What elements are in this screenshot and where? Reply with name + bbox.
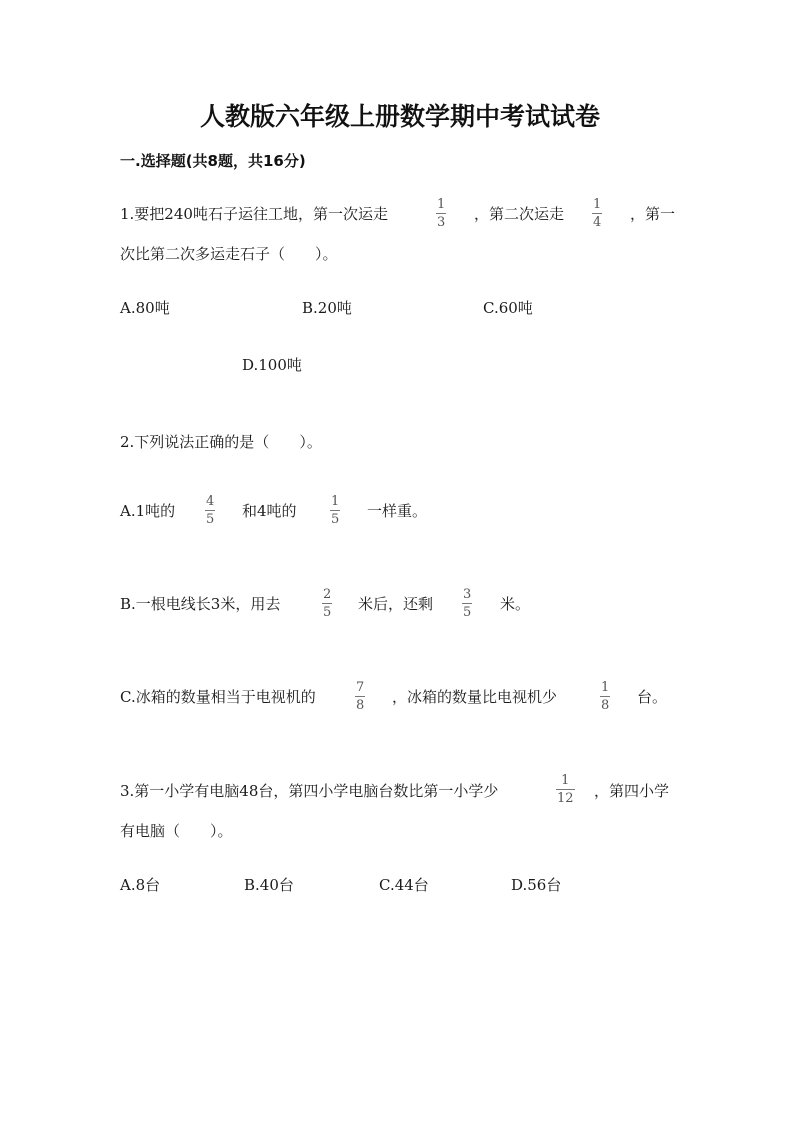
fraction-numerator: 1 <box>561 773 570 788</box>
fraction-numerator: 4 <box>206 494 215 509</box>
fraction-numerator: 1 <box>437 197 446 212</box>
fraction-numerator: 3 <box>463 587 472 602</box>
q2-option-b-fraction-2 <box>462 588 472 619</box>
q1-stem-part1: 1.要把240吨石子运往工地，第一次运走 <box>120 205 388 223</box>
fraction-denominator: 3 <box>437 215 446 230</box>
q3-option-c[interactable]: C.44台 <box>379 876 429 894</box>
fraction-numerator: 1 <box>593 197 602 212</box>
fraction-denominator: 8 <box>601 698 610 713</box>
q2-option-a-fraction-2 <box>330 495 340 526</box>
fraction-denominator: 5 <box>463 605 472 620</box>
q2-option-c-part2: ，冰箱的数量比电视机少 <box>392 688 558 706</box>
q1-stem-line2: 次比第二次多运走石子（ ）。 <box>120 245 338 263</box>
q1-fraction-2 <box>592 198 602 229</box>
fraction-numerator: 2 <box>323 587 332 602</box>
q1-option-a[interactable]: A.80吨 <box>120 299 170 317</box>
fraction-denominator: 5 <box>331 512 340 527</box>
q2-option-b-part2: 米后，还剩 <box>358 595 434 613</box>
fraction-numerator: 1 <box>331 494 340 509</box>
q2-option-c-part1[interactable]: C.冰箱的数量相当于电视机的 <box>120 688 316 706</box>
q2-option-b-fraction-1 <box>322 588 332 619</box>
fraction-denominator: 5 <box>323 605 332 620</box>
q2-option-c-fraction-1 <box>355 681 365 712</box>
q3-fraction-1 <box>556 774 575 805</box>
q1-option-b[interactable]: B.20吨 <box>302 299 352 317</box>
q3-stem-part1: 3.第一小学有电脑48台，第四小学电脑台数比第一小学少 <box>120 782 499 800</box>
fraction-numerator: 7 <box>356 680 365 695</box>
q2-option-a-part3: 一样重。 <box>367 502 428 520</box>
q3-option-a[interactable]: A.8台 <box>120 876 161 894</box>
q2-option-c-fraction-2 <box>600 681 610 712</box>
q1-option-d[interactable]: D.100吨 <box>242 356 302 374</box>
q2-stem: 2.下列说法正确的是（ ）。 <box>120 433 322 451</box>
q1-option-c[interactable]: C.60吨 <box>483 299 533 317</box>
q1-stem-part3: ，第一 <box>630 205 676 223</box>
q3-option-b[interactable]: B.40台 <box>244 876 294 894</box>
q2-option-a-fraction-1 <box>205 495 215 526</box>
page-title: 人教版六年级上册数学期中考试试卷 <box>199 102 600 131</box>
q3-option-d[interactable]: D.56台 <box>511 876 562 894</box>
fraction-denominator: 4 <box>593 215 602 230</box>
q2-option-b-part3: 米。 <box>500 595 531 613</box>
fraction-denominator: 12 <box>557 791 574 806</box>
q3-stem-line2: 有电脑（ ）。 <box>120 822 233 840</box>
fraction-numerator: 1 <box>601 680 610 695</box>
q2-option-c-part3: 台。 <box>637 688 668 706</box>
fraction-denominator: 8 <box>356 698 365 713</box>
q3-stem-part2: ，第四小学 <box>594 782 670 800</box>
q2-option-b-part1[interactable]: B.一根电线长3米，用去 <box>120 595 281 613</box>
section-heading: 一.选择题(共8题，共16分) <box>120 152 306 170</box>
q1-fraction-1 <box>436 198 446 229</box>
q2-option-a-part1[interactable]: A.1吨的 <box>120 502 176 520</box>
fraction-denominator: 5 <box>206 512 215 527</box>
q1-stem-part2: ，第二次运走 <box>474 205 565 223</box>
q2-option-a-part2: 和4吨的 <box>242 502 297 520</box>
